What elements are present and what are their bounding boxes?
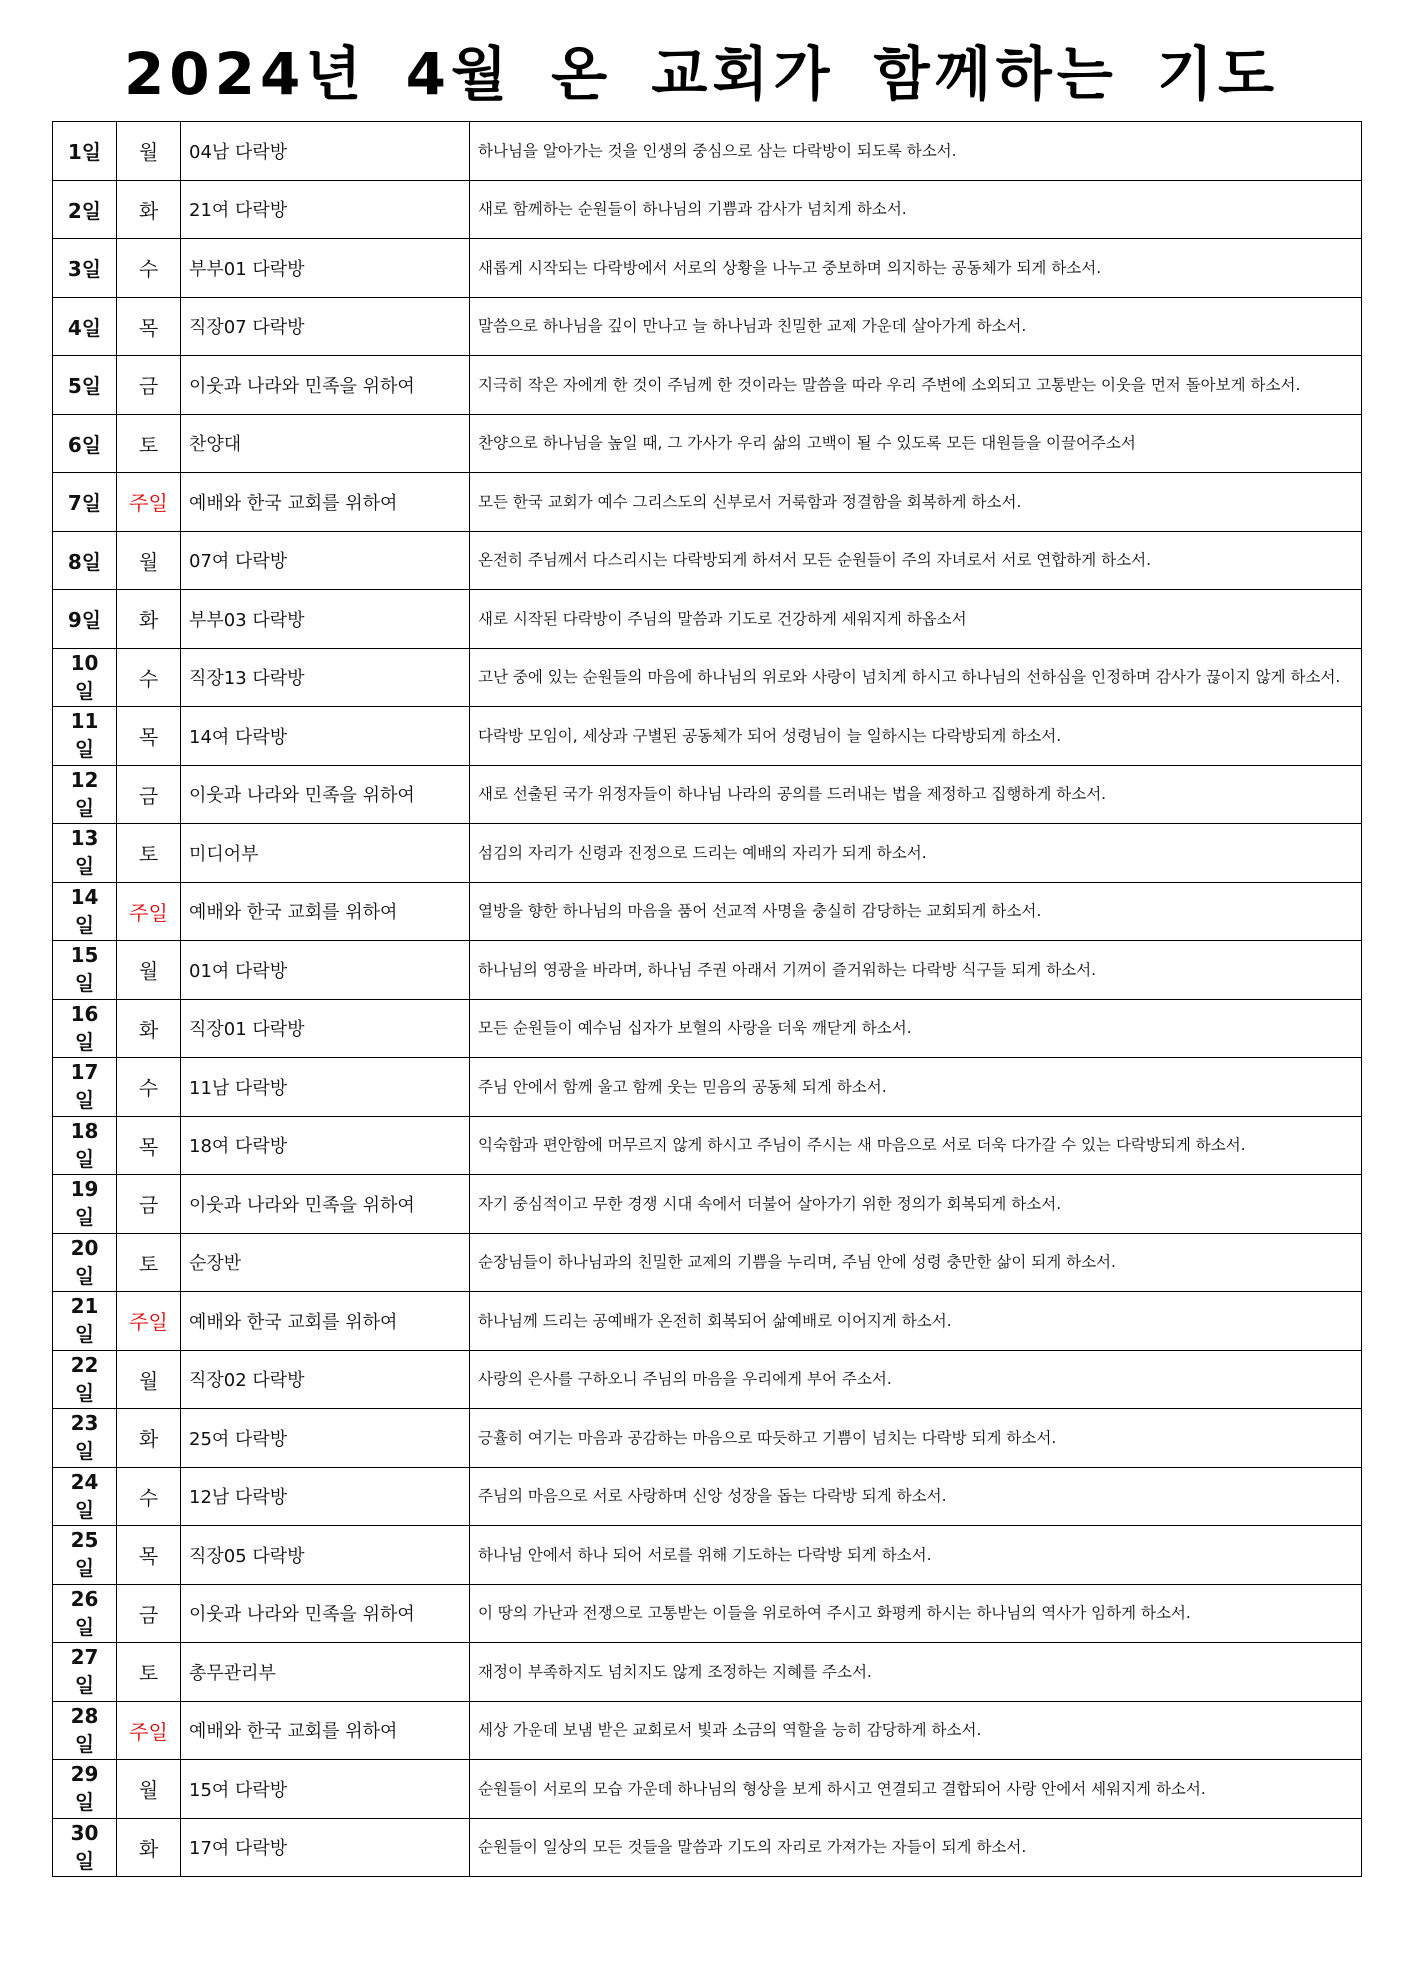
- prayer-cell: 주님 안에서 함께 울고 함께 웃는 믿음의 공동체 되게 하소서.: [470, 1058, 1362, 1117]
- date-cell: 23일: [53, 1409, 117, 1468]
- weekday-cell: 주일: [117, 473, 181, 532]
- table-row: [53, 122, 1362, 181]
- date-cell: 9일: [53, 590, 117, 649]
- group-cell: 직장07 다락방: [181, 297, 470, 356]
- prayer-cell: 새로 선출된 국가 위정자들이 하나님 나라의 공의를 드러내는 법을 제정하고 집행하게 하소서.: [470, 765, 1362, 824]
- prayer-schedule-table: [52, 121, 1362, 1877]
- weekday-cell: 목: [117, 297, 181, 356]
- date-cell: 19일: [53, 1175, 117, 1234]
- group-cell: 예배와 한국 교회를 위하여: [181, 1701, 470, 1760]
- group-cell: 14여 다락방: [181, 707, 470, 766]
- prayer-cell: 지극히 작은 자에게 한 것이 주님께 한 것이라는 말씀을 따라 우리 주변에 소외되고 고통받는 이웃을 먼저 돌아보게 하소서.: [470, 356, 1362, 415]
- date-cell: 18일: [53, 1116, 117, 1175]
- prayer-cell: 새롭게 시작되는 다락방에서 서로의 상황을 나누고 중보하며 의지하는 공동체가 되게 하소서.: [470, 239, 1362, 298]
- table-row: [53, 882, 1362, 941]
- table-row: [53, 824, 1362, 883]
- prayer-cell: 긍휼히 여기는 마음과 공감하는 마음으로 따듯하고 기쁨이 넘치는 다락방 되게 하소서.: [470, 1409, 1362, 1468]
- table-row: [53, 1292, 1362, 1351]
- group-cell: 04남 다락방: [181, 122, 470, 181]
- table-row: [53, 531, 1362, 590]
- group-cell: 순장반: [181, 1233, 470, 1292]
- table-row: [53, 765, 1362, 824]
- prayer-cell: 순원들이 서로의 모습 가운데 하나님의 형상을 보게 하시고 연결되고 결합되어 사랑 안에서 세워지게 하소서.: [470, 1760, 1362, 1819]
- weekday-cell: 화: [117, 1818, 181, 1877]
- prayer-cell: 찬양으로 하나님을 높일 때, 그 가사가 우리 삶의 고백이 될 수 있도록 모든 대원들을 이끌어주소서: [470, 414, 1362, 473]
- group-cell: 직장13 다락방: [181, 648, 470, 707]
- prayer-cell: 하나님의 영광을 바라며, 하나님 주권 아래서 기꺼이 즐거워하는 다락방 식구들 되게 하소서.: [470, 941, 1362, 1000]
- table-row: [53, 1584, 1362, 1643]
- group-cell: 이웃과 나라와 민족을 위하여: [181, 1175, 470, 1234]
- date-cell: 3일: [53, 239, 117, 298]
- prayer-cell: 순장님들이 하나님과의 친밀한 교제의 기쁨을 누리며, 주님 안에 성령 충만한 삶이 되게 하소서.: [470, 1233, 1362, 1292]
- weekday-cell: 월: [117, 122, 181, 181]
- date-cell: 22일: [53, 1350, 117, 1409]
- weekday-cell: 월: [117, 1350, 181, 1409]
- date-cell: 26일: [53, 1584, 117, 1643]
- table-row: [53, 239, 1362, 298]
- table-row: [53, 180, 1362, 239]
- group-cell: 01여 다락방: [181, 941, 470, 1000]
- group-cell: 07여 다락방: [181, 531, 470, 590]
- date-cell: 21일: [53, 1292, 117, 1351]
- prayer-cell: 온전히 주님께서 다스리시는 다락방되게 하셔서 모든 순원들이 주의 자녀로서 서로 연합하게 하소서.: [470, 531, 1362, 590]
- weekday-cell: 목: [117, 707, 181, 766]
- table-row: [53, 999, 1362, 1058]
- prayer-cell: 하나님께 드리는 공예배가 온전히 회복되어 삶예배로 이어지게 하소서.: [470, 1292, 1362, 1351]
- prayer-cell: 이 땅의 가난과 전쟁으로 고통받는 이들을 위로하여 주시고 화평케 하시는 하나님의 역사가 임하게 하소서.: [470, 1584, 1362, 1643]
- weekday-cell: 토: [117, 1643, 181, 1702]
- prayer-cell: 주님의 마음으로 서로 사랑하며 신앙 성장을 돕는 다락방 되게 하소서.: [470, 1467, 1362, 1526]
- weekday-cell: 토: [117, 1233, 181, 1292]
- date-cell: 1일: [53, 122, 117, 181]
- date-cell: 8일: [53, 531, 117, 590]
- prayer-cell: 말씀으로 하나님을 깊이 만나고 늘 하나님과 친밀한 교제 가운데 살아가게 하소서.: [470, 297, 1362, 356]
- prayer-cell: 익숙함과 편안함에 머무르지 않게 하시고 주님이 주시는 새 마음으로 서로 더욱 다가갈 수 있는 다락방되게 하소서.: [470, 1116, 1362, 1175]
- group-cell: 부부01 다락방: [181, 239, 470, 298]
- date-cell: 5일: [53, 356, 117, 415]
- table-row: [53, 297, 1362, 356]
- table-row: [53, 1175, 1362, 1234]
- weekday-cell: 화: [117, 590, 181, 649]
- weekday-cell: 수: [117, 1058, 181, 1117]
- weekday-cell: 토: [117, 414, 181, 473]
- table-row: [53, 648, 1362, 707]
- group-cell: 미디어부: [181, 824, 470, 883]
- date-cell: 13일: [53, 824, 117, 883]
- table-row: [53, 356, 1362, 415]
- table-row: [53, 707, 1362, 766]
- date-cell: 24일: [53, 1467, 117, 1526]
- group-cell: 11남 다락방: [181, 1058, 470, 1117]
- weekday-cell: 월: [117, 531, 181, 590]
- group-cell: 직장01 다락방: [181, 999, 470, 1058]
- weekday-cell: 월: [117, 941, 181, 1000]
- prayer-cell: 모든 한국 교회가 예수 그리스도의 신부로서 거룩함과 정결함을 회복하게 하소서.: [470, 473, 1362, 532]
- prayer-cell: 다락방 모임이, 세상과 구별된 공동체가 되어 성령님이 늘 일하시는 다락방되게 하소서.: [470, 707, 1362, 766]
- prayer-cell: 섬김의 자리가 신령과 진정으로 드리는 예배의 자리가 되게 하소서.: [470, 824, 1362, 883]
- prayer-cell: 하나님을 알아가는 것을 인생의 중심으로 삼는 다락방이 되도록 하소서.: [470, 122, 1362, 181]
- weekday-cell: 월: [117, 1760, 181, 1819]
- group-cell: 25여 다락방: [181, 1409, 470, 1468]
- prayer-cell: 하나님 안에서 하나 되어 서로를 위해 기도하는 다락방 되게 하소서.: [470, 1526, 1362, 1585]
- date-cell: 6일: [53, 414, 117, 473]
- weekday-cell: 수: [117, 239, 181, 298]
- date-cell: 28일: [53, 1701, 117, 1760]
- group-cell: 직장02 다락방: [181, 1350, 470, 1409]
- date-cell: 14일: [53, 882, 117, 941]
- date-cell: 27일: [53, 1643, 117, 1702]
- date-cell: 29일: [53, 1760, 117, 1819]
- table-row: [53, 1701, 1362, 1760]
- weekday-cell: 금: [117, 1584, 181, 1643]
- date-cell: 20일: [53, 1233, 117, 1292]
- group-cell: 12남 다락방: [181, 1467, 470, 1526]
- weekday-cell: 수: [117, 648, 181, 707]
- table-row: [53, 1467, 1362, 1526]
- table-row: [53, 473, 1362, 532]
- prayer-cell: 세상 가운데 보냄 받은 교회로서 빛과 소금의 역할을 능히 감당하게 하소서.: [470, 1701, 1362, 1760]
- date-cell: 25일: [53, 1526, 117, 1585]
- date-cell: 11일: [53, 707, 117, 766]
- table-row: [53, 590, 1362, 649]
- weekday-cell: 화: [117, 180, 181, 239]
- prayer-cell: 모든 순원들이 예수님 십자가 보혈의 사랑을 더욱 깨닫게 하소서.: [470, 999, 1362, 1058]
- group-cell: 직장05 다락방: [181, 1526, 470, 1585]
- table-row: [53, 1643, 1362, 1702]
- group-cell: 부부03 다락방: [181, 590, 470, 649]
- date-cell: 4일: [53, 297, 117, 356]
- weekday-cell: 금: [117, 765, 181, 824]
- table-row: [53, 1233, 1362, 1292]
- date-cell: 17일: [53, 1058, 117, 1117]
- table-row: [53, 1526, 1362, 1585]
- date-cell: 10일: [53, 648, 117, 707]
- group-cell: 예배와 한국 교회를 위하여: [181, 1292, 470, 1351]
- prayer-cell: 재정이 부족하지도 넘치지도 않게 조정하는 지혜를 주소서.: [470, 1643, 1362, 1702]
- group-cell: 이웃과 나라와 민족을 위하여: [181, 1584, 470, 1643]
- table-row: [53, 1058, 1362, 1117]
- prayer-cell: 순원들이 일상의 모든 것들을 말씀과 기도의 자리로 가져가는 자들이 되게 하소서.: [470, 1818, 1362, 1877]
- weekday-cell: 수: [117, 1467, 181, 1526]
- group-cell: 이웃과 나라와 민족을 위하여: [181, 765, 470, 824]
- weekday-cell: 주일: [117, 882, 181, 941]
- prayer-cell: 열방을 향한 하나님의 마음을 품어 선교적 사명을 충실히 감당하는 교회되게 하소서.: [470, 882, 1362, 941]
- table-row: [53, 1350, 1362, 1409]
- schedule-body: [53, 122, 1362, 1877]
- table-row: [53, 1818, 1362, 1877]
- group-cell: 예배와 한국 교회를 위하여: [181, 882, 470, 941]
- group-cell: 이웃과 나라와 민족을 위하여: [181, 356, 470, 415]
- prayer-cell: 고난 중에 있는 순원들의 마음에 하나님의 위로와 사랑이 넘치게 하시고 하나님의 선하심을 인정하며 감사가 끊이지 않게 하소서.: [470, 648, 1362, 707]
- date-cell: 7일: [53, 473, 117, 532]
- table-row: [53, 1409, 1362, 1468]
- table-row: [53, 414, 1362, 473]
- group-cell: 17여 다락방: [181, 1818, 470, 1877]
- group-cell: 21여 다락방: [181, 180, 470, 239]
- weekday-cell: 목: [117, 1526, 181, 1585]
- page-title: 2024년 4월 온 교회가 함께하는 기도: [123, 40, 1280, 108]
- table-row: [53, 1760, 1362, 1819]
- weekday-cell: 화: [117, 999, 181, 1058]
- weekday-cell: 주일: [117, 1701, 181, 1760]
- date-cell: 30일: [53, 1818, 117, 1877]
- weekday-cell: 금: [117, 356, 181, 415]
- weekday-cell: 금: [117, 1175, 181, 1234]
- weekday-cell: 주일: [117, 1292, 181, 1351]
- weekday-cell: 목: [117, 1116, 181, 1175]
- date-cell: 12일: [53, 765, 117, 824]
- prayer-cell: 새로 함께하는 순원들이 하나님의 기쁨과 감사가 넘치게 하소서.: [470, 180, 1362, 239]
- table-row: [53, 941, 1362, 1000]
- table-row: [53, 1116, 1362, 1175]
- group-cell: 총무관리부: [181, 1643, 470, 1702]
- group-cell: 18여 다락방: [181, 1116, 470, 1175]
- group-cell: 예배와 한국 교회를 위하여: [181, 473, 470, 532]
- prayer-cell: 자기 중심적이고 무한 경쟁 시대 속에서 더불어 살아가기 위한 정의가 회복되게 하소서.: [470, 1175, 1362, 1234]
- date-cell: 15일: [53, 941, 117, 1000]
- date-cell: 16일: [53, 999, 117, 1058]
- group-cell: 15여 다락방: [181, 1760, 470, 1819]
- weekday-cell: 화: [117, 1409, 181, 1468]
- prayer-cell: 새로 시작된 다락방이 주님의 말씀과 기도로 건강하게 세워지게 하옵소서: [470, 590, 1362, 649]
- prayer-cell: 사랑의 은사를 구하오니 주님의 마음을 우리에게 부어 주소서.: [470, 1350, 1362, 1409]
- weekday-cell: 토: [117, 824, 181, 883]
- group-cell: 찬양대: [181, 414, 470, 473]
- date-cell: 2일: [53, 180, 117, 239]
